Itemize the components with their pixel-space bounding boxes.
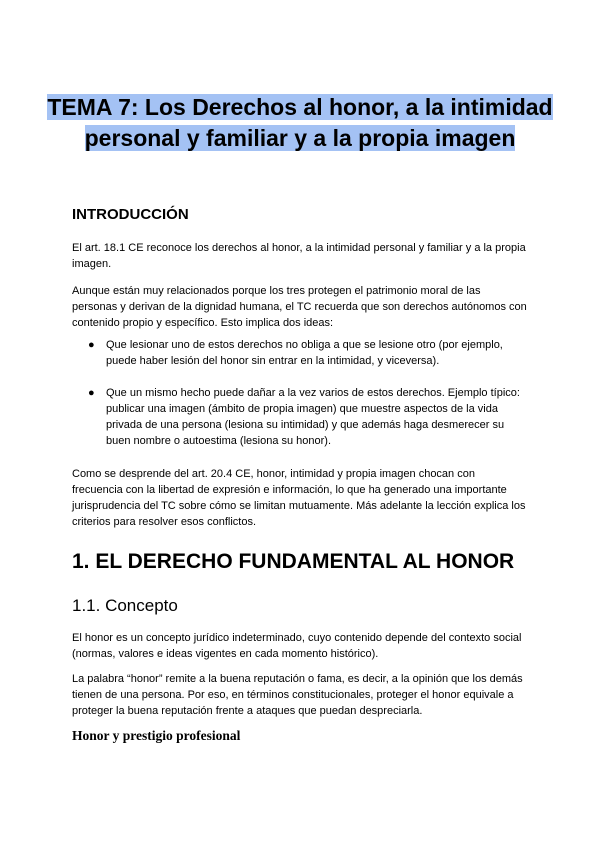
intro-paragraph-2: Aunque están muy relacionados porque los tres protegen el patrimonio moral de las personas y derivan de la dignidad humana, el TC recuerda que son derechos autónomos con contenido propio y específico. Esto implica dos ideas: (72, 285, 527, 329)
intro-paragraph-1: El art. 18.1 CE reconoce los derechos al honor, a la intimidad personal y familiar y a la propia imagen. (72, 242, 526, 270)
introduction-heading: INTRODUCCIÓN (72, 206, 189, 223)
bullet-icon: ● (88, 339, 95, 351)
document-title (40, 92, 560, 154)
concept-paragraph-2: La palabra “honor” remite a la buena reputación o fama, es decir, a la opinión que los demás tienen de una persona. Por eso, en términos constitucionales, proteger el honor equivale a proteger la buena reputación frente a ataques que puedan despreciarla. (72, 673, 523, 717)
section-1-heading: 1. EL DERECHO FUNDAMENTAL AL HONOR (72, 550, 515, 573)
title-highlight: TEMA 7: Los Derechos al honor, a la intimidad personal y familiar y a la propia imagen (47, 94, 553, 151)
honor-prestigio-heading: Honor y prestigio profesional (72, 728, 241, 743)
list-item (72, 337, 528, 369)
bullet-icon: ● (88, 387, 95, 399)
intro-bullet-list (72, 337, 528, 449)
concept-paragraph-1: El honor es un concepto jurídico indeterminado, cuyo contenido depende del contexto social (normas, valores e ideas vigentes en cada momento histórico). (72, 632, 522, 660)
list-item-text: Que lesionar uno de estos derechos no obliga a que se lesione otro (por ejemplo, puede haber lesión del honor sin entrar en la intimidad, y viceversa). (106, 339, 503, 367)
subsection-1-1-heading: 1.1. Concepto (72, 596, 178, 615)
intro-paragraph-3: Como se desprende del art. 20.4 CE, honor, intimidad y propia imagen chocan con frecuencia con la libertad de expresión e información, lo que ha generado una importante jurisprudencia del TC sobre cómo se limitan mutuamente. Más adelante la lección explica los criterios para resolver esos conflictos. (72, 468, 526, 528)
list-item-text: Que un mismo hecho puede dañar a la vez varios de estos derechos. Ejemplo típico: publicar una imagen (ámbito de propia imagen) que muestre aspectos de la vida privada de una persona (lesiona su intimidad) y que además haga desmerecer su buen nombre o autoestima (lesiona su honor). (106, 387, 520, 447)
list-item (72, 385, 528, 449)
